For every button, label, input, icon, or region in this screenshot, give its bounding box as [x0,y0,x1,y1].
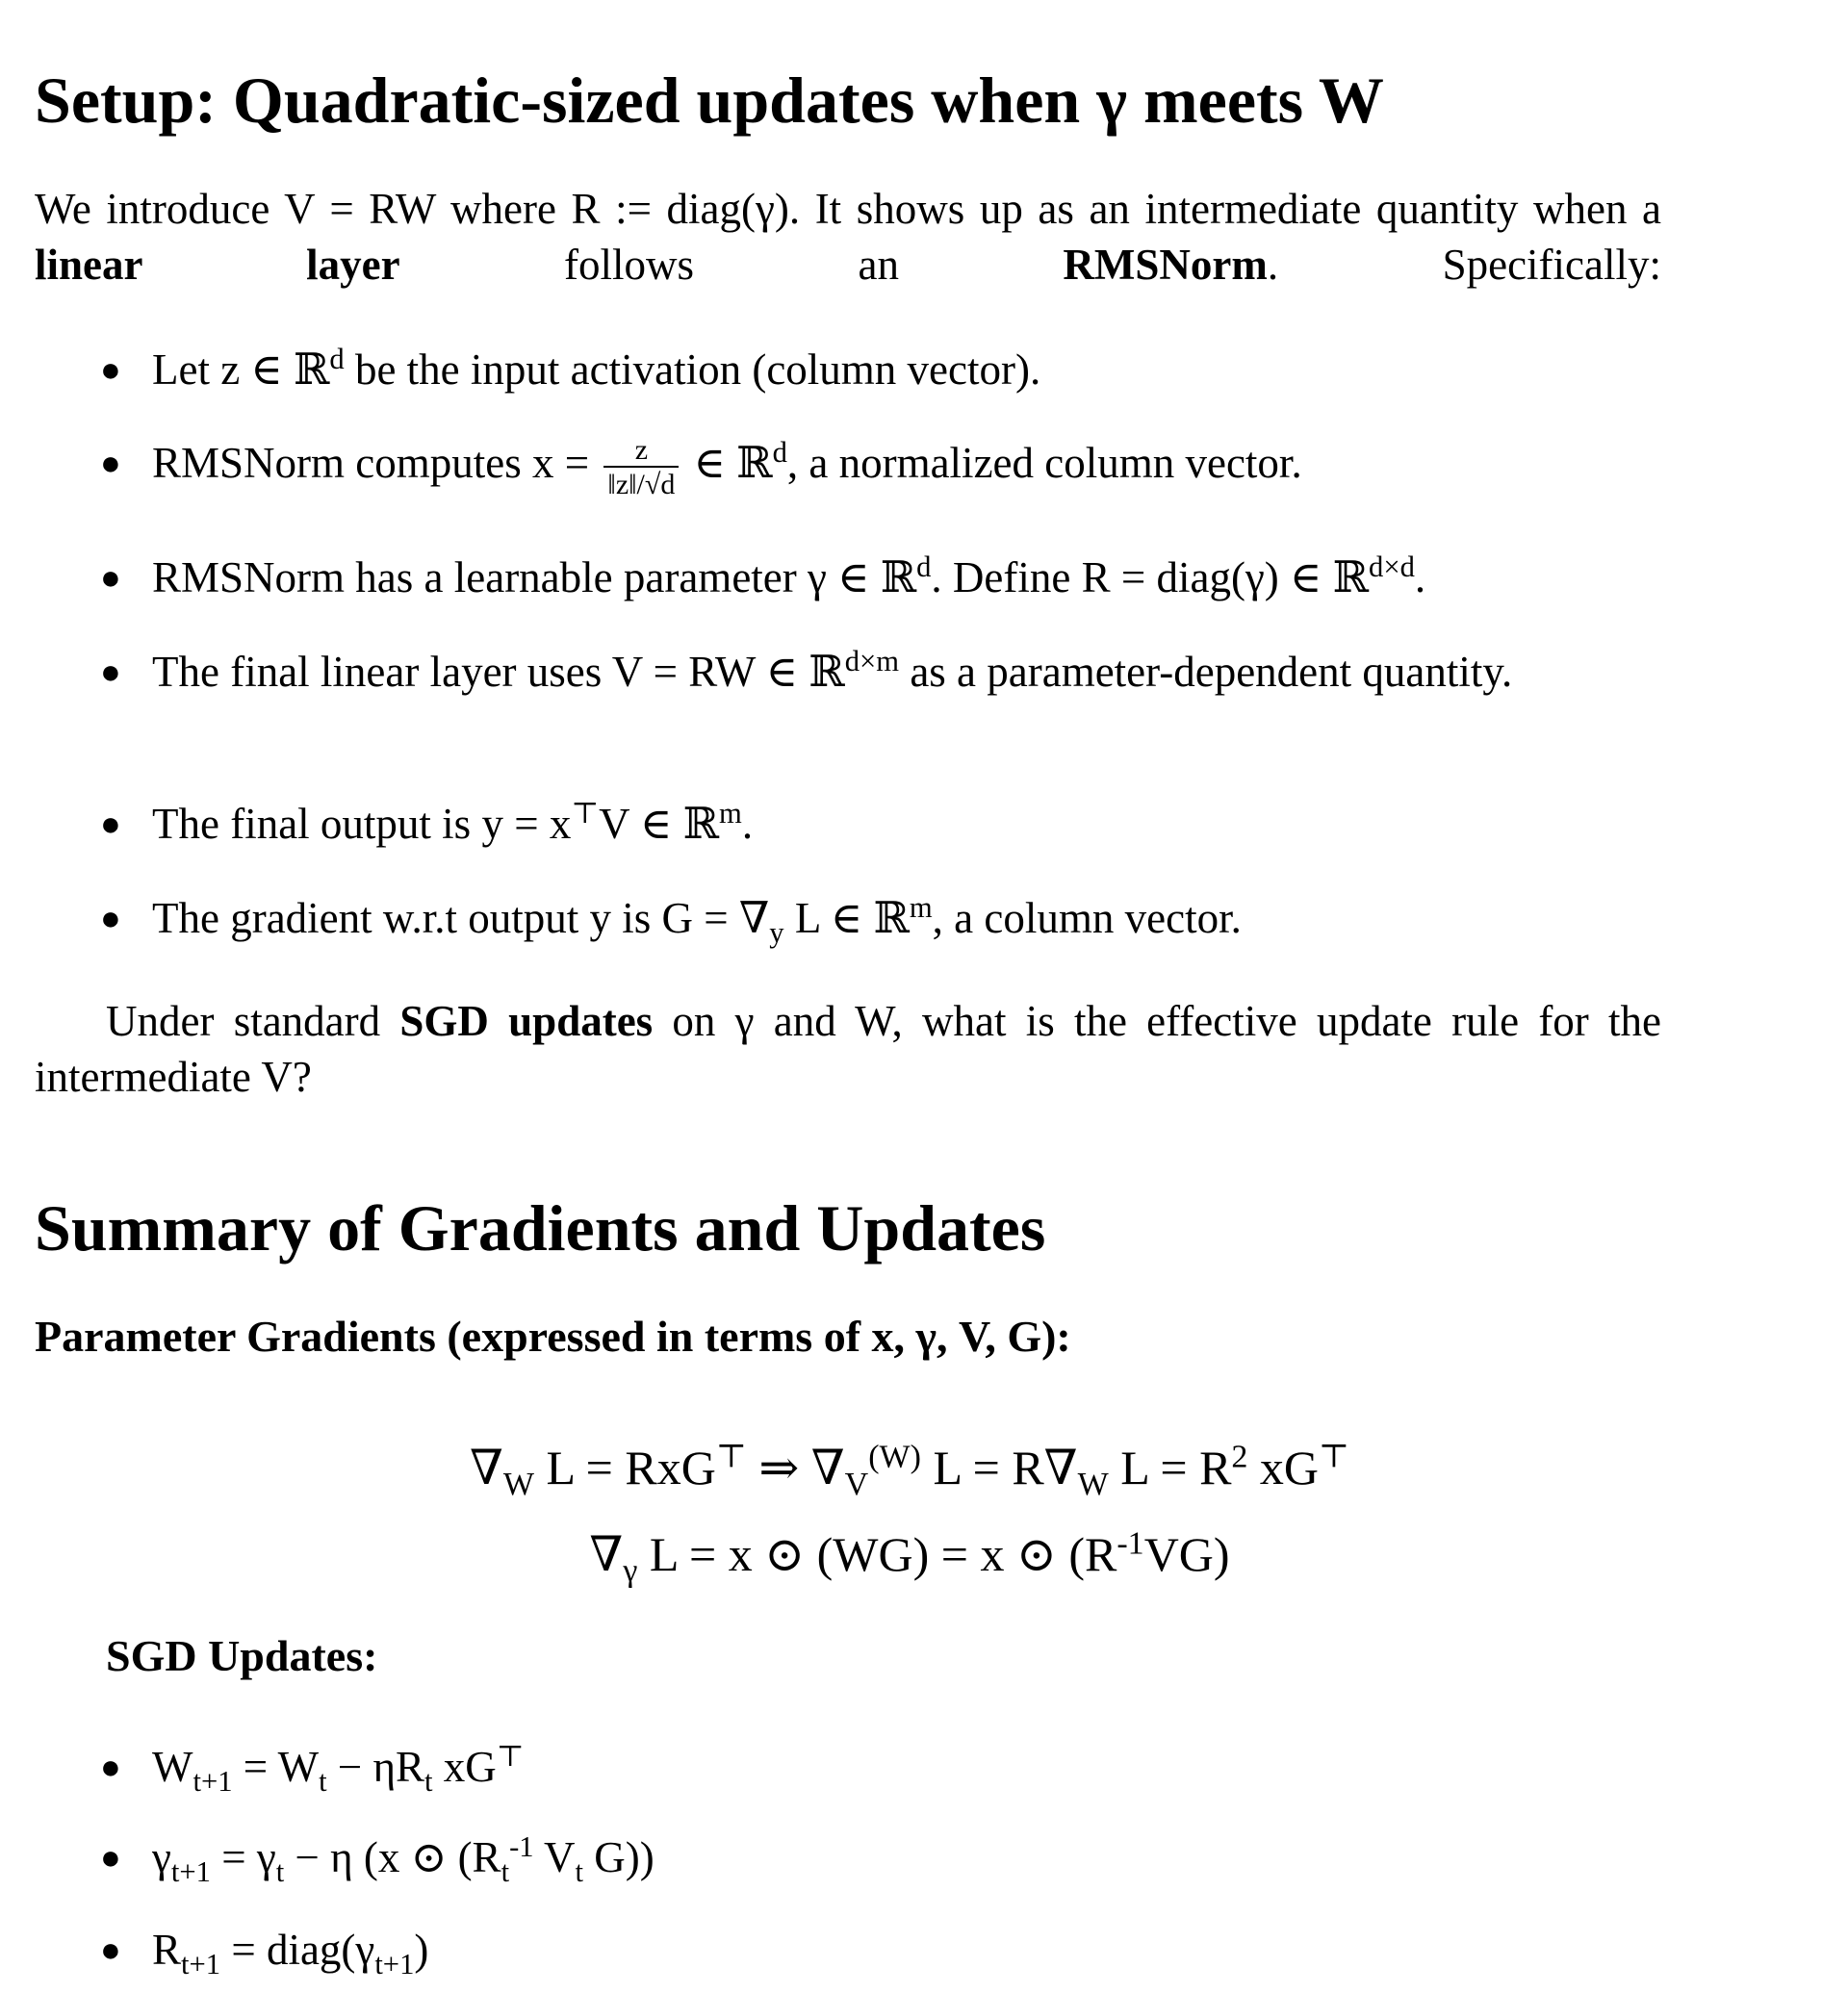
bullet-icon: ● [100,805,121,843]
summary-title: Summary of Gradients and Updates [35,1191,1046,1265]
gradient-equation: $\nabla_W$ L = RxG⊤ ⇒ $\nabla_V^{(W)}$ $L = R\nabla_W$ $L = R^2$ xG⊤ [469,1439,1350,1502]
bullet-icon: ● [100,350,121,389]
sgd-heading: SGD Updates: [106,1631,378,1680]
bullet-text: The gradient w.r.t output y is $G = \nabla_y$ L ∈ ℝ$^m$, a column vector. [152,891,1242,949]
bullet-icon: ● [100,1930,121,1969]
bullet-icon: ● [100,899,121,937]
bullet-icon: ● [100,444,121,482]
bullet-icon: ● [100,558,121,597]
bullet-icon: ● [100,652,121,691]
gradient-equation: $\nabla_\gamma$ L = x ⊙ (WG) = x ⊙ $(R^{-1}VG)$ [589,1525,1230,1589]
bullet-text: RMSNorm has a learnable parameter γ ∈ ℝ$^d$. Define R = diag(γ) ∈ ℝ$^{d\times d}$. [152,550,1426,601]
bullet-text: The final linear layer uses V = RW ∈ ℝ$^{d\times m}$ as a parameter-dependent quantity. [152,645,1513,696]
bullet-text: The final output is y = x⊤V ∈ ℝ$^m$. [152,797,754,848]
setup-title: Setup: Quadratic-sized updates when γ meets W [35,64,1384,137]
bullet-text: $\gamma_{t+1} = \gamma_t - \eta$ (x ⊙ ($R_t^{-1}$ $V_t$ G)) [152,1830,654,1888]
bullet-text: RMSNorm computes x = $\frac{z}{‖z‖/√d}$ ∈ ℝ$^d$, a normalized column vector. [152,434,1302,500]
bullet-text: Let z ∈ ℝ$^d$ be the input activation (column vector). [152,343,1041,394]
gradients-heading: Parameter Gradients (expressed in terms of x, γ, V, G): [35,1312,1071,1361]
bullet-icon: ● [100,1748,121,1786]
bullet-text: $W_{t+1} = W_t - \eta R_t$ xG⊤ [152,1740,525,1798]
bullet-icon: ● [100,1838,121,1877]
question-paragraph: Under standard SGD updates on γ and W, what is the effective update rule for the intermediate V? [35,997,1661,1101]
intro-paragraph: We introduce V = RW where R := diag(γ). It shows up as an intermediate quantity when a linear layer follows an RMSNorm. Specifically: [35,185,1661,289]
bullet-text: $R_{t+1}$ = $diag(\gamma_{t+1})$ [152,1926,429,1980]
